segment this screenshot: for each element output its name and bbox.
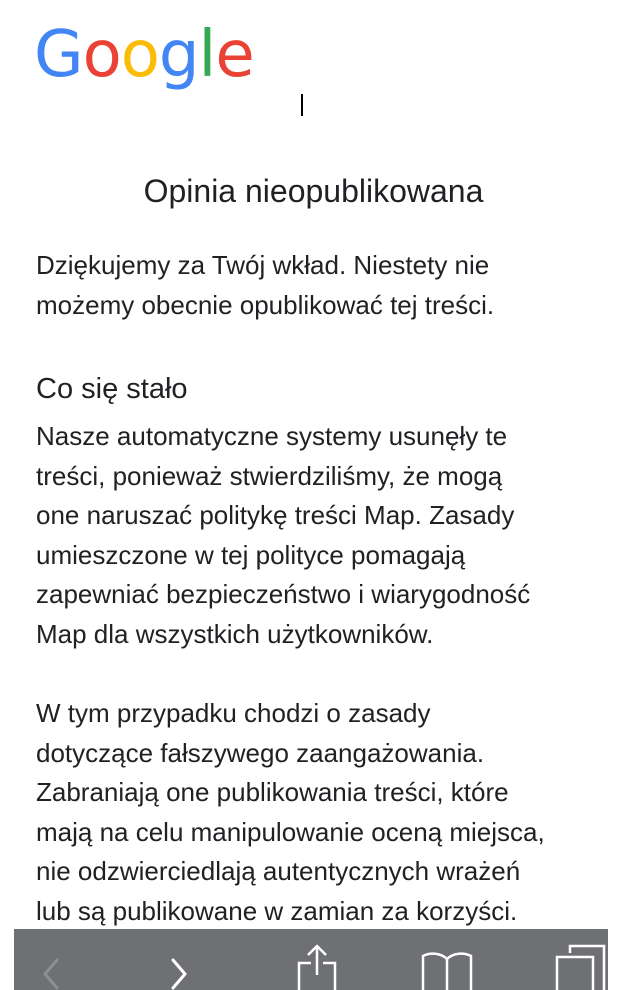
intro-text: Dziękujemy za Twój wkład. Niestety nie możemy obecnie opublikować tej treści.	[36, 250, 495, 320]
forward-button[interactable]	[154, 929, 204, 990]
logo-letter: o	[82, 18, 121, 92]
bookmarks-icon	[414, 929, 480, 990]
back-chevron-icon	[26, 929, 76, 990]
tabs-button[interactable]	[548, 929, 608, 990]
browser-toolbar	[14, 929, 608, 990]
logo-letter: o	[120, 18, 159, 92]
page-title: Opinia nieopublikowana	[143, 173, 484, 209]
google-logo	[34, 10, 254, 100]
share-button[interactable]	[289, 929, 345, 990]
back-button[interactable]	[26, 929, 76, 990]
logo-letter: l	[198, 18, 216, 92]
logo-letter: G	[34, 18, 83, 92]
text-cursor	[301, 94, 303, 116]
section-heading: Co się stało	[36, 373, 188, 405]
logo-letter: g	[158, 18, 199, 92]
bookmarks-button[interactable]	[414, 929, 480, 990]
tabs-icon	[548, 929, 608, 990]
share-icon	[289, 929, 345, 990]
forward-chevron-icon	[154, 929, 204, 990]
section-body-text: Nasze automatyczne systemy usunęły te treści, ponieważ stwierdziliśmy, że mogą one naruszać politykę treści Map. Zasady umieszczone w tej polityce pomagają zapewniać bezpieczeństwo i wiarygodność Map dla wszystkich użytkowników.	[36, 421, 531, 649]
logo-letter: e	[215, 18, 254, 92]
policy-body-text: W tym przypadku chodzi o zasady dotyczące fałszywego zaangażowania. Zabraniają one publikowania treści, które mają na celu manipulowanie oceną miejsca, nie odzwierciedlają autentycznych wrażeń lub są publikowane w zamian za korzyści.	[36, 698, 545, 926]
